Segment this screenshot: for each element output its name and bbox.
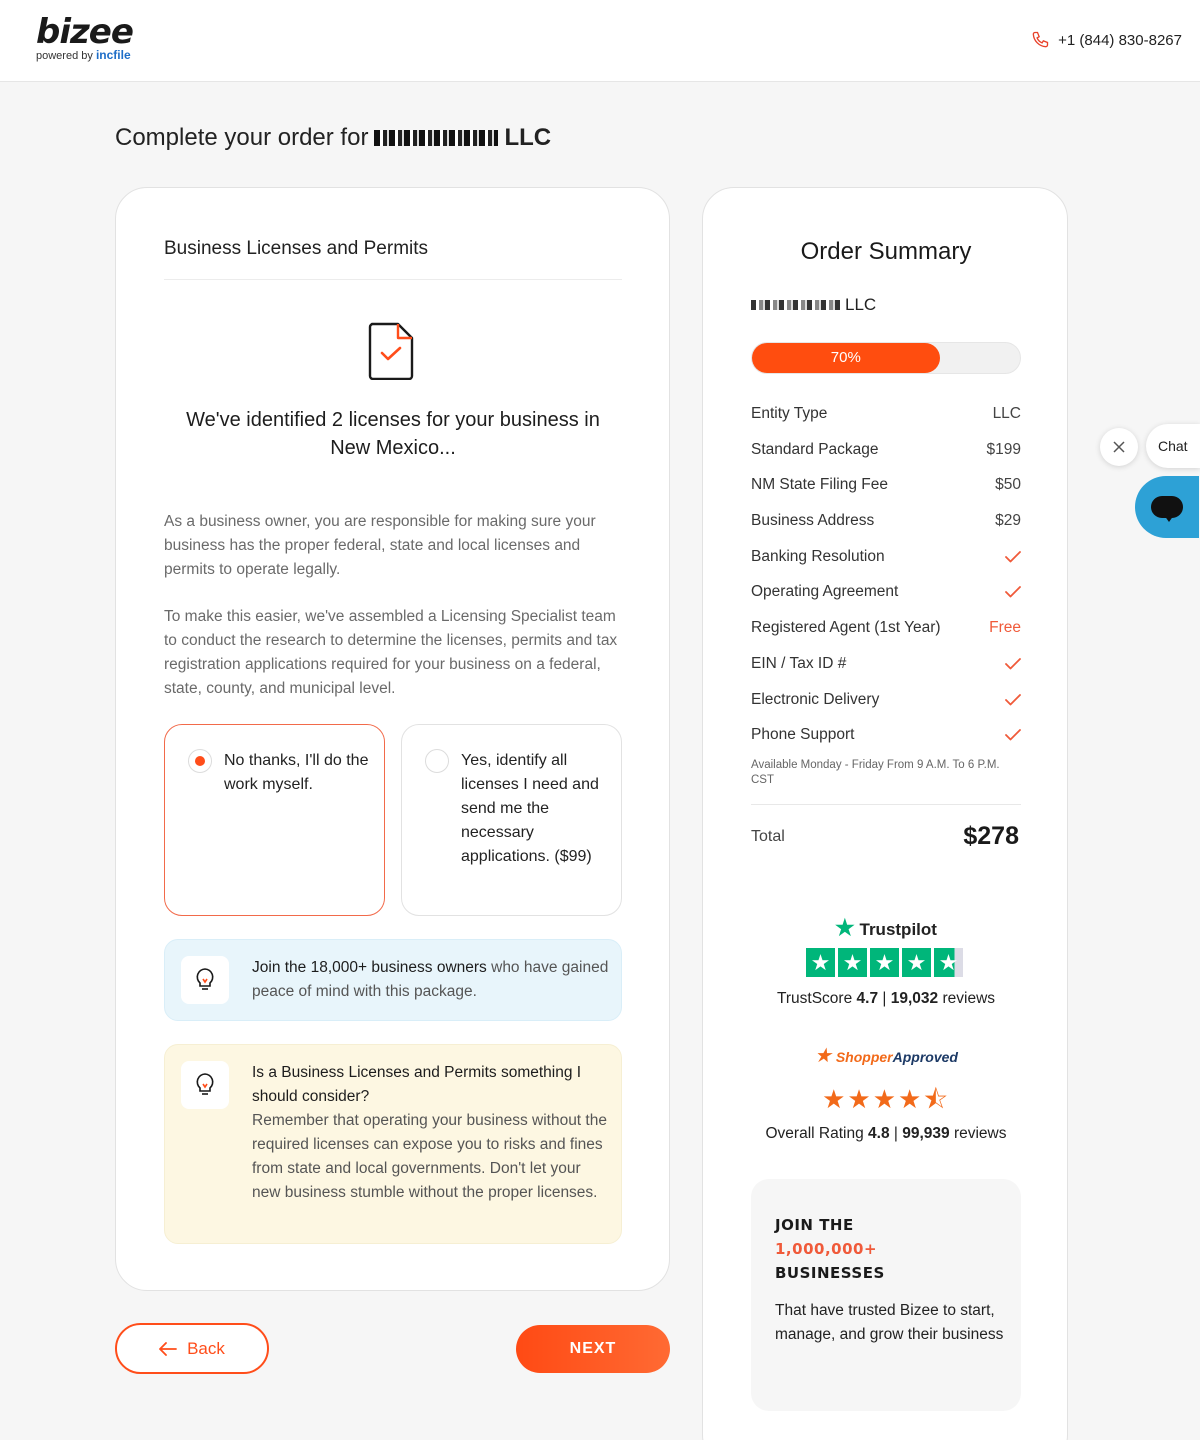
trustpilot-logo [703, 915, 1069, 941]
line-item-value: LLC [992, 405, 1021, 422]
lightbulb-icon [194, 1072, 216, 1098]
identified-heading: We've identified 2 licenses for your business in New Mexico... [186, 409, 600, 459]
line-item-value: $29 [995, 512, 1021, 530]
support-availability: Available Monday - Friday From 9 A.M. To 6 P.M. CST [751, 759, 1000, 786]
line-item [751, 405, 1021, 441]
section-divider [164, 279, 622, 280]
phone-icon [1030, 30, 1050, 50]
order-progress-bar [751, 342, 1021, 374]
chat-launcher-button[interactable] [1135, 476, 1199, 538]
logo-tagline [36, 48, 133, 62]
tip-icon-box [181, 956, 229, 1004]
option-no-thanks[interactable] [164, 724, 385, 916]
radio-identify-licenses[interactable] [425, 749, 449, 773]
star-icon: ★ [847, 1084, 873, 1114]
line-item-label: Standard Package [751, 440, 879, 458]
overall-rating-value: 4.8 [868, 1125, 890, 1142]
line-items [751, 405, 1021, 762]
summary-divider [751, 804, 1021, 805]
line-item [751, 583, 1021, 619]
consider-heading: Is a Business Licenses and Permits something I should consider? [252, 1064, 582, 1105]
social-proof-rest: who have gained peace of mind with this package. [252, 959, 609, 1000]
line-item [751, 655, 1021, 691]
intro-paragraph: As a business owner, you are responsible for making sure your business has the proper federal, state and local licenses and permits to operate legally. [164, 513, 596, 578]
document-check-icon [368, 322, 414, 380]
trustpilot-star-icon: ★ [835, 915, 855, 940]
overall-rating-text: Overall Rating 4.8 | 99,939 reviews [765, 1125, 1007, 1142]
back-button-label: Back [187, 1338, 225, 1358]
top-header [0, 0, 1200, 82]
chat-bubble-icon [1151, 496, 1183, 518]
reviews-word: reviews [953, 1125, 1007, 1142]
line-item-label: Electronic Delivery [751, 690, 880, 708]
licenses-card [115, 187, 670, 1291]
line-item-label: Business Address [751, 512, 875, 530]
phone-number: +1 (844) 830-8267 [1058, 31, 1182, 49]
progress-label: 70% [830, 349, 861, 366]
close-icon [1113, 441, 1125, 453]
trustpilot-star-icon: ★ [934, 948, 963, 977]
option-identify-licenses[interactable] [401, 724, 622, 916]
star-icon: ★ [872, 1084, 898, 1114]
logo-tagline-prefix: powered by [36, 50, 93, 62]
trustpilot-star-icon: ★ [806, 948, 835, 977]
checkmark-icon [1005, 655, 1021, 675]
line-item [751, 512, 1021, 548]
page-title [115, 124, 551, 152]
line-item-label: Registered Agent (1st Year) [751, 619, 941, 637]
trustpilot-star-icon: ★ [838, 948, 867, 977]
back-button[interactable] [115, 1323, 269, 1374]
overall-review-count: 99,939 [902, 1125, 950, 1142]
radio-no-thanks[interactable] [188, 749, 212, 773]
summary-company-name [751, 295, 876, 315]
line-item [751, 476, 1021, 512]
line-item [751, 619, 1021, 655]
trustpilot-star-icon: ★ [902, 948, 931, 977]
checkmark-icon [1005, 548, 1021, 568]
overall-prefix: Overall Rating [765, 1125, 864, 1142]
chat-close-button[interactable] [1100, 428, 1138, 466]
social-proof-tip [164, 939, 622, 1021]
lightbulb-icon [194, 967, 216, 993]
line-item-label: Phone Support [751, 726, 855, 744]
checkmark-icon [1005, 726, 1021, 746]
social-proof-strong: Join the 18,000+ business owners [252, 959, 487, 976]
line-item-value: $50 [995, 476, 1021, 494]
trustpilot-stars [806, 948, 963, 977]
redacted-company-name [751, 300, 841, 310]
order-summary-card [702, 187, 1068, 1440]
shopper-approved-stars [703, 1081, 1069, 1125]
star-icon: ★ [898, 1084, 924, 1114]
join-line-3: BUSINESSES [775, 1264, 885, 1282]
line-item-value: Free [989, 619, 1021, 637]
page-title-prefix: Complete your order for [115, 124, 369, 151]
join-line-1: JOIN THE [775, 1216, 854, 1234]
total-value: $278 [963, 822, 1019, 850]
line-item [751, 691, 1021, 727]
checkmark-icon [1005, 583, 1021, 603]
total-label: Total [751, 828, 785, 845]
line-item-value: $199 [986, 440, 1021, 458]
reviews-word: reviews [942, 990, 996, 1007]
trustscore-value: 4.7 [856, 990, 879, 1007]
specialist-paragraph: To make this easier, we've assembled a Licensing Specialist team to conduct the research to determine the licenses, permits and tax registration applications required for your business on a federal, state, county, and municipal level. [164, 608, 618, 697]
line-item-label: EIN / Tax ID # [751, 654, 847, 672]
bizee-logo[interactable] [36, 14, 133, 62]
phone-link[interactable] [1030, 30, 1182, 50]
option-identify-licenses-label: Yes, identify all licenses I need and send me the necessary applications. ($99) [461, 752, 599, 865]
join-body: That have trusted Bizee to start, manage, and grow their business [775, 1302, 1004, 1343]
trustpilot-star-icon: ★ [870, 948, 899, 977]
section-title: Business Licenses and Permits [164, 238, 429, 259]
line-item [751, 548, 1021, 584]
page-title-suffix: LLC [504, 124, 552, 151]
half-star-icon: ⯪ [923, 1084, 950, 1114]
logo-wordmark: bizee [36, 12, 133, 52]
join-line-2: 1,000,000+ [775, 1240, 878, 1258]
join-businesses-box [751, 1179, 1021, 1411]
shopper-approved-logo [703, 1043, 1069, 1068]
tip-icon-box [181, 1061, 229, 1109]
trustscore-text: TrustScore 4.7 | 19,032 reviews [776, 990, 996, 1007]
checkmark-icon [1005, 691, 1021, 711]
consider-body: Remember that operating your business without the required licenses can expose you to risks and fines from state and local governments. Don't let your new business stumble without the proper licenses. [252, 1112, 607, 1201]
line-item [751, 441, 1021, 477]
logo-tagline-brand: incfile [95, 48, 131, 62]
arrow-left-icon [159, 1342, 177, 1356]
line-item-label: NM State Filing Fee [751, 476, 888, 494]
redacted-company-name [374, 130, 498, 146]
shopper-name-a: Shopper [835, 1049, 893, 1065]
option-no-thanks-label: No thanks, I'll do the work myself. [224, 752, 369, 793]
chat-label-button[interactable]: Chat [1146, 424, 1200, 468]
line-item-label: Operating Agreement [751, 583, 899, 601]
shopper-name-b: Approved [892, 1049, 958, 1065]
social-proof-text [252, 956, 610, 1004]
line-item-label: Banking Resolution [751, 547, 885, 565]
star-icon: ★ [822, 1084, 848, 1114]
line-item [751, 726, 1021, 762]
next-button[interactable]: NEXT [516, 1325, 670, 1373]
trustpilot-name: Trustpilot [859, 920, 937, 939]
summary-company-suffix: LLC [845, 295, 877, 314]
line-item-label: Entity Type [751, 405, 828, 422]
trustscore-prefix: TrustScore [776, 990, 853, 1007]
order-summary-title: Order Summary [800, 238, 972, 265]
join-heading [775, 1213, 885, 1285]
consider-text [252, 1061, 610, 1205]
trust-review-count: 19,032 [890, 990, 939, 1007]
consider-tip [164, 1044, 622, 1244]
shopper-approved-star-icon: ★ [814, 1045, 832, 1067]
